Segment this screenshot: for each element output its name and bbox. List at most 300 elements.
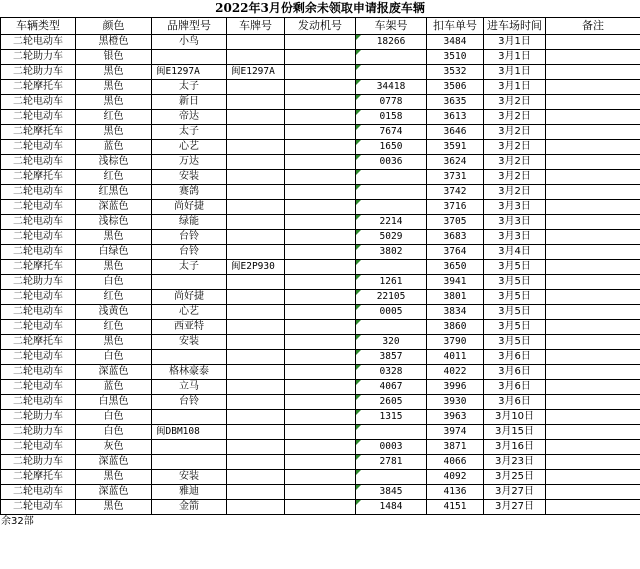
cell-frame-no[interactable]: 3802 — [356, 245, 427, 260]
cell-brand-model[interactable]: 心艺 — [152, 305, 227, 320]
header-vehicle-type[interactable]: 车辆类型 — [1, 18, 76, 35]
cell-brand-model[interactable]: 新日 — [152, 95, 227, 110]
cell-detain-no[interactable]: 4136 — [427, 485, 484, 500]
cell-entry-date[interactable]: 3月2日 — [484, 140, 546, 155]
cell-frame-no[interactable]: 320 — [356, 335, 427, 350]
cell-color[interactable]: 黑橙色 — [76, 35, 152, 50]
cell-entry-date[interactable]: 3月2日 — [484, 110, 546, 125]
cell-entry-date[interactable]: 3月25日 — [484, 470, 546, 485]
cell-color[interactable]: 白色 — [76, 350, 152, 365]
header-remarks[interactable]: 备注 — [546, 18, 640, 35]
cell-engine-no[interactable] — [285, 155, 356, 170]
cell-engine-no[interactable] — [285, 365, 356, 380]
cell-plate[interactable] — [227, 350, 285, 365]
cell-color[interactable]: 浅棕色 — [76, 215, 152, 230]
cell-brand-model[interactable]: 闽E1297A — [152, 65, 227, 80]
cell-detain-no[interactable]: 3764 — [427, 245, 484, 260]
cell-color[interactable]: 灰色 — [76, 440, 152, 455]
cell-detain-no[interactable]: 3742 — [427, 185, 484, 200]
cell-engine-no[interactable] — [285, 110, 356, 125]
cell-color[interactable]: 白色 — [76, 410, 152, 425]
cell-entry-date[interactable]: 3月1日 — [484, 50, 546, 65]
cell-plate[interactable]: 闽E1297A — [227, 65, 285, 80]
cell-detain-no[interactable]: 3635 — [427, 95, 484, 110]
cell-detain-no[interactable]: 3683 — [427, 230, 484, 245]
cell-brand-model[interactable]: 帝达 — [152, 110, 227, 125]
cell-engine-no[interactable] — [285, 350, 356, 365]
cell-remarks[interactable] — [546, 500, 640, 515]
cell-vehicle-type[interactable]: 二轮电动车 — [1, 350, 76, 365]
cell-detain-no[interactable]: 4022 — [427, 365, 484, 380]
cell-plate[interactable] — [227, 200, 285, 215]
cell-vehicle-type[interactable]: 二轮电动车 — [1, 245, 76, 260]
cell-vehicle-type[interactable]: 二轮摩托车 — [1, 170, 76, 185]
header-frame-no[interactable]: 车架号 — [356, 18, 427, 35]
cell-detain-no[interactable]: 3871 — [427, 440, 484, 455]
cell-color[interactable]: 黑色 — [76, 80, 152, 95]
cell-brand-model[interactable]: 太子 — [152, 125, 227, 140]
cell-plate[interactable] — [227, 35, 285, 50]
cell-plate[interactable] — [227, 95, 285, 110]
cell-vehicle-type[interactable]: 二轮助力车 — [1, 65, 76, 80]
cell-frame-no[interactable] — [356, 260, 427, 275]
cell-remarks[interactable] — [546, 35, 640, 50]
cell-entry-date[interactable]: 3月5日 — [484, 290, 546, 305]
cell-color[interactable]: 红色 — [76, 320, 152, 335]
cell-plate[interactable] — [227, 305, 285, 320]
cell-vehicle-type[interactable]: 二轮电动车 — [1, 35, 76, 50]
cell-color[interactable]: 银色 — [76, 50, 152, 65]
cell-engine-no[interactable] — [285, 440, 356, 455]
cell-engine-no[interactable] — [285, 500, 356, 515]
cell-frame-no[interactable]: 1484 — [356, 500, 427, 515]
cell-plate[interactable] — [227, 50, 285, 65]
cell-detain-no[interactable]: 3996 — [427, 380, 484, 395]
cell-color[interactable]: 黑色 — [76, 500, 152, 515]
cell-detain-no[interactable]: 3963 — [427, 410, 484, 425]
cell-vehicle-type[interactable]: 二轮电动车 — [1, 320, 76, 335]
cell-plate[interactable] — [227, 275, 285, 290]
cell-brand-model[interactable]: 台铃 — [152, 245, 227, 260]
cell-plate[interactable] — [227, 230, 285, 245]
cell-frame-no[interactable]: 0778 — [356, 95, 427, 110]
cell-vehicle-type[interactable]: 二轮电动车 — [1, 200, 76, 215]
cell-entry-date[interactable]: 3月15日 — [484, 425, 546, 440]
cell-engine-no[interactable] — [285, 200, 356, 215]
cell-vehicle-type[interactable]: 二轮电动车 — [1, 230, 76, 245]
cell-color[interactable]: 红色 — [76, 110, 152, 125]
cell-color[interactable]: 深蓝色 — [76, 455, 152, 470]
header-brand-model[interactable]: 品牌型号 — [152, 18, 227, 35]
cell-detain-no[interactable]: 3790 — [427, 335, 484, 350]
cell-engine-no[interactable] — [285, 290, 356, 305]
cell-vehicle-type[interactable]: 二轮助力车 — [1, 410, 76, 425]
cell-color[interactable]: 红黑色 — [76, 185, 152, 200]
cell-detain-no[interactable]: 3834 — [427, 305, 484, 320]
cell-entry-date[interactable]: 3月10日 — [484, 410, 546, 425]
cell-remarks[interactable] — [546, 485, 640, 500]
cell-vehicle-type[interactable]: 二轮电动车 — [1, 155, 76, 170]
cell-remarks[interactable] — [546, 365, 640, 380]
cell-engine-no[interactable] — [285, 380, 356, 395]
cell-entry-date[interactable]: 3月2日 — [484, 170, 546, 185]
cell-plate[interactable] — [227, 425, 285, 440]
cell-remarks[interactable] — [546, 65, 640, 80]
cell-brand-model[interactable]: 小鸟 — [152, 35, 227, 50]
cell-vehicle-type[interactable]: 二轮摩托车 — [1, 335, 76, 350]
cell-frame-no[interactable] — [356, 65, 427, 80]
cell-brand-model[interactable]: 尚好捷 — [152, 200, 227, 215]
cell-entry-date[interactable]: 3月16日 — [484, 440, 546, 455]
cell-remarks[interactable] — [546, 425, 640, 440]
cell-frame-no[interactable]: 4067 — [356, 380, 427, 395]
cell-remarks[interactable] — [546, 410, 640, 425]
cell-frame-no[interactable]: 2214 — [356, 215, 427, 230]
cell-plate[interactable] — [227, 110, 285, 125]
header-plate[interactable]: 车牌号 — [227, 18, 285, 35]
cell-frame-no[interactable]: 2605 — [356, 395, 427, 410]
cell-color[interactable]: 白色 — [76, 425, 152, 440]
header-engine-no[interactable]: 发动机号 — [285, 18, 356, 35]
cell-frame-no[interactable]: 3857 — [356, 350, 427, 365]
cell-entry-date[interactable]: 3月6日 — [484, 350, 546, 365]
cell-remarks[interactable] — [546, 125, 640, 140]
cell-color[interactable]: 红色 — [76, 170, 152, 185]
cell-plate[interactable] — [227, 500, 285, 515]
header-color[interactable]: 颜色 — [76, 18, 152, 35]
cell-detain-no[interactable]: 3716 — [427, 200, 484, 215]
cell-color[interactable]: 深蓝色 — [76, 200, 152, 215]
cell-remarks[interactable] — [546, 185, 640, 200]
cell-detain-no[interactable]: 3624 — [427, 155, 484, 170]
cell-color[interactable]: 红色 — [76, 290, 152, 305]
cell-brand-model[interactable]: 万达 — [152, 155, 227, 170]
cell-detain-no[interactable]: 3646 — [427, 125, 484, 140]
cell-frame-no[interactable]: 22105 — [356, 290, 427, 305]
cell-plate[interactable] — [227, 380, 285, 395]
cell-remarks[interactable] — [546, 155, 640, 170]
cell-plate[interactable] — [227, 485, 285, 500]
cell-color[interactable]: 白色 — [76, 275, 152, 290]
cell-brand-model[interactable]: 格林豪泰 — [152, 365, 227, 380]
cell-entry-date[interactable]: 3月5日 — [484, 335, 546, 350]
cell-frame-no[interactable]: 3845 — [356, 485, 427, 500]
cell-frame-no[interactable]: 5029 — [356, 230, 427, 245]
cell-color[interactable]: 蓝色 — [76, 380, 152, 395]
cell-remarks[interactable] — [546, 200, 640, 215]
cell-engine-no[interactable] — [285, 185, 356, 200]
cell-entry-date[interactable]: 3月6日 — [484, 395, 546, 410]
cell-vehicle-type[interactable]: 二轮电动车 — [1, 215, 76, 230]
cell-detain-no[interactable]: 3705 — [427, 215, 484, 230]
cell-entry-date[interactable]: 3月1日 — [484, 80, 546, 95]
cell-color[interactable]: 浅棕色 — [76, 155, 152, 170]
cell-remarks[interactable] — [546, 470, 640, 485]
cell-entry-date[interactable]: 3月2日 — [484, 185, 546, 200]
cell-remarks[interactable] — [546, 215, 640, 230]
cell-engine-no[interactable] — [285, 80, 356, 95]
cell-brand-model[interactable] — [152, 440, 227, 455]
cell-remarks[interactable] — [546, 140, 640, 155]
cell-detain-no[interactable]: 4151 — [427, 500, 484, 515]
cell-entry-date[interactable]: 3月2日 — [484, 95, 546, 110]
cell-color[interactable]: 黑色 — [76, 65, 152, 80]
cell-plate[interactable] — [227, 395, 285, 410]
cell-brand-model[interactable] — [152, 455, 227, 470]
cell-remarks[interactable] — [546, 50, 640, 65]
cell-entry-date[interactable]: 3月27日 — [484, 500, 546, 515]
cell-remarks[interactable] — [546, 245, 640, 260]
cell-engine-no[interactable] — [285, 335, 356, 350]
cell-frame-no[interactable]: 0005 — [356, 305, 427, 320]
cell-remarks[interactable] — [546, 335, 640, 350]
cell-vehicle-type[interactable]: 二轮电动车 — [1, 305, 76, 320]
cell-frame-no[interactable]: 0328 — [356, 365, 427, 380]
cell-frame-no[interactable] — [356, 50, 427, 65]
header-detain-no[interactable]: 扣车单号 — [427, 18, 484, 35]
cell-engine-no[interactable] — [285, 95, 356, 110]
cell-detain-no[interactable]: 3510 — [427, 50, 484, 65]
cell-frame-no[interactable]: 7674 — [356, 125, 427, 140]
cell-plate[interactable] — [227, 185, 285, 200]
cell-engine-no[interactable] — [285, 275, 356, 290]
cell-brand-model[interactable]: 安装 — [152, 470, 227, 485]
cell-remarks[interactable] — [546, 260, 640, 275]
cell-frame-no[interactable]: 1650 — [356, 140, 427, 155]
cell-color[interactable]: 黑色 — [76, 230, 152, 245]
cell-plate[interactable] — [227, 155, 285, 170]
cell-plate[interactable] — [227, 170, 285, 185]
cell-plate[interactable] — [227, 320, 285, 335]
cell-detain-no[interactable]: 3650 — [427, 260, 484, 275]
cell-brand-model[interactable]: 安装 — [152, 335, 227, 350]
cell-frame-no[interactable]: 0158 — [356, 110, 427, 125]
cell-color[interactable]: 深蓝色 — [76, 485, 152, 500]
cell-detain-no[interactable]: 3974 — [427, 425, 484, 440]
cell-frame-no[interactable]: 1261 — [356, 275, 427, 290]
cell-entry-date[interactable]: 3月1日 — [484, 65, 546, 80]
cell-brand-model[interactable]: 闽DBM108 — [152, 425, 227, 440]
cell-engine-no[interactable] — [285, 140, 356, 155]
cell-plate[interactable] — [227, 365, 285, 380]
cell-frame-no[interactable] — [356, 320, 427, 335]
cell-brand-model[interactable]: 太子 — [152, 80, 227, 95]
cell-detain-no[interactable]: 3484 — [427, 35, 484, 50]
cell-brand-model[interactable]: 台铃 — [152, 395, 227, 410]
cell-detain-no[interactable]: 3801 — [427, 290, 484, 305]
cell-vehicle-type[interactable]: 二轮摩托车 — [1, 80, 76, 95]
cell-brand-model[interactable]: 安装 — [152, 170, 227, 185]
cell-remarks[interactable] — [546, 320, 640, 335]
cell-vehicle-type[interactable]: 二轮助力车 — [1, 425, 76, 440]
cell-detain-no[interactable]: 3731 — [427, 170, 484, 185]
cell-brand-model[interactable]: 赛鸽 — [152, 185, 227, 200]
cell-engine-no[interactable] — [285, 470, 356, 485]
cell-remarks[interactable] — [546, 110, 640, 125]
cell-brand-model[interactable] — [152, 275, 227, 290]
cell-detain-no[interactable]: 3860 — [427, 320, 484, 335]
cell-plate[interactable] — [227, 80, 285, 95]
cell-entry-date[interactable]: 3月23日 — [484, 455, 546, 470]
cell-brand-model[interactable]: 西亚特 — [152, 320, 227, 335]
cell-vehicle-type[interactable]: 二轮摩托车 — [1, 260, 76, 275]
cell-frame-no[interactable]: 34418 — [356, 80, 427, 95]
cell-vehicle-type[interactable]: 二轮电动车 — [1, 500, 76, 515]
cell-brand-model[interactable]: 雅迪 — [152, 485, 227, 500]
header-entry-date[interactable]: 进车场时间 — [484, 18, 546, 35]
cell-color[interactable]: 浅黄色 — [76, 305, 152, 320]
cell-plate[interactable]: 闽E2P930 — [227, 260, 285, 275]
cell-color[interactable]: 黑色 — [76, 95, 152, 110]
cell-entry-date[interactable]: 3月5日 — [484, 260, 546, 275]
cell-plate[interactable] — [227, 410, 285, 425]
cell-frame-no[interactable]: 1315 — [356, 410, 427, 425]
cell-plate[interactable] — [227, 290, 285, 305]
cell-detain-no[interactable]: 3941 — [427, 275, 484, 290]
cell-plate[interactable] — [227, 455, 285, 470]
cell-entry-date[interactable]: 3月5日 — [484, 320, 546, 335]
cell-color[interactable]: 黑色 — [76, 125, 152, 140]
cell-plate[interactable] — [227, 140, 285, 155]
cell-vehicle-type[interactable]: 二轮电动车 — [1, 110, 76, 125]
cell-vehicle-type[interactable]: 二轮助力车 — [1, 275, 76, 290]
cell-vehicle-type[interactable]: 二轮电动车 — [1, 380, 76, 395]
cell-vehicle-type[interactable]: 二轮电动车 — [1, 440, 76, 455]
cell-frame-no[interactable]: 2781 — [356, 455, 427, 470]
cell-engine-no[interactable] — [285, 320, 356, 335]
cell-engine-no[interactable] — [285, 65, 356, 80]
cell-vehicle-type[interactable]: 二轮电动车 — [1, 185, 76, 200]
cell-entry-date[interactable]: 3月6日 — [484, 365, 546, 380]
cell-brand-model[interactable]: 台铃 — [152, 230, 227, 245]
cell-detain-no[interactable]: 3613 — [427, 110, 484, 125]
cell-plate[interactable] — [227, 245, 285, 260]
cell-frame-no[interactable] — [356, 200, 427, 215]
cell-frame-no[interactable] — [356, 170, 427, 185]
cell-frame-no[interactable]: 0036 — [356, 155, 427, 170]
cell-vehicle-type[interactable]: 二轮助力车 — [1, 455, 76, 470]
cell-engine-no[interactable] — [285, 410, 356, 425]
cell-detain-no[interactable]: 3506 — [427, 80, 484, 95]
cell-vehicle-type[interactable]: 二轮电动车 — [1, 485, 76, 500]
cell-engine-no[interactable] — [285, 485, 356, 500]
cell-brand-model[interactable]: 绿能 — [152, 215, 227, 230]
cell-detain-no[interactable]: 4092 — [427, 470, 484, 485]
cell-plate[interactable] — [227, 335, 285, 350]
cell-detain-no[interactable]: 4011 — [427, 350, 484, 365]
cell-plate[interactable] — [227, 125, 285, 140]
cell-color[interactable]: 白绿色 — [76, 245, 152, 260]
cell-detain-no[interactable]: 3591 — [427, 140, 484, 155]
cell-entry-date[interactable]: 3月3日 — [484, 230, 546, 245]
cell-engine-no[interactable] — [285, 230, 356, 245]
cell-engine-no[interactable] — [285, 245, 356, 260]
cell-engine-no[interactable] — [285, 50, 356, 65]
cell-color[interactable]: 黑色 — [76, 260, 152, 275]
cell-entry-date[interactable]: 3月1日 — [484, 35, 546, 50]
cell-vehicle-type[interactable]: 二轮摩托车 — [1, 470, 76, 485]
cell-vehicle-type[interactable]: 二轮电动车 — [1, 365, 76, 380]
cell-detain-no[interactable]: 3532 — [427, 65, 484, 80]
cell-frame-no[interactable] — [356, 470, 427, 485]
cell-entry-date[interactable]: 3月5日 — [484, 305, 546, 320]
cell-engine-no[interactable] — [285, 455, 356, 470]
cell-detain-no[interactable]: 3930 — [427, 395, 484, 410]
cell-vehicle-type[interactable]: 二轮电动车 — [1, 395, 76, 410]
cell-remarks[interactable] — [546, 290, 640, 305]
cell-brand-model[interactable]: 立马 — [152, 380, 227, 395]
cell-remarks[interactable] — [546, 170, 640, 185]
cell-engine-no[interactable] — [285, 395, 356, 410]
cell-vehicle-type[interactable]: 二轮助力车 — [1, 50, 76, 65]
cell-detain-no[interactable]: 4066 — [427, 455, 484, 470]
cell-color[interactable]: 黑色 — [76, 470, 152, 485]
cell-entry-date[interactable]: 3月6日 — [484, 380, 546, 395]
cell-color[interactable]: 黑色 — [76, 335, 152, 350]
cell-brand-model[interactable]: 尚好捷 — [152, 290, 227, 305]
cell-entry-date[interactable]: 3月4日 — [484, 245, 546, 260]
cell-engine-no[interactable] — [285, 125, 356, 140]
cell-entry-date[interactable]: 3月5日 — [484, 275, 546, 290]
cell-entry-date[interactable]: 3月2日 — [484, 125, 546, 140]
cell-brand-model[interactable]: 心艺 — [152, 140, 227, 155]
cell-frame-no[interactable]: 0003 — [356, 440, 427, 455]
cell-brand-model[interactable]: 太子 — [152, 260, 227, 275]
cell-color[interactable]: 深蓝色 — [76, 365, 152, 380]
cell-remarks[interactable] — [546, 455, 640, 470]
cell-frame-no[interactable] — [356, 185, 427, 200]
cell-remarks[interactable] — [546, 305, 640, 320]
cell-brand-model[interactable] — [152, 410, 227, 425]
cell-vehicle-type[interactable]: 二轮电动车 — [1, 290, 76, 305]
cell-remarks[interactable] — [546, 380, 640, 395]
table-row — [1, 140, 640, 155]
cell-remarks[interactable] — [546, 440, 640, 455]
cell-entry-date[interactable]: 3月3日 — [484, 200, 546, 215]
cell-engine-no[interactable] — [285, 425, 356, 440]
cell-color[interactable]: 白黑色 — [76, 395, 152, 410]
cell-engine-no[interactable] — [285, 35, 356, 50]
cell-brand-model[interactable] — [152, 350, 227, 365]
cell-remarks[interactable] — [546, 275, 640, 290]
cell-frame-no[interactable] — [356, 425, 427, 440]
cell-plate[interactable] — [227, 470, 285, 485]
cell-plate[interactable] — [227, 215, 285, 230]
cell-remarks[interactable] — [546, 395, 640, 410]
cell-color[interactable]: 蓝色 — [76, 140, 152, 155]
cell-remarks[interactable] — [546, 230, 640, 245]
cell-remarks[interactable] — [546, 95, 640, 110]
cell-entry-date[interactable]: 3月2日 — [484, 155, 546, 170]
cell-entry-date[interactable]: 3月3日 — [484, 215, 546, 230]
cell-remarks[interactable] — [546, 350, 640, 365]
table-row — [1, 245, 640, 260]
cell-vehicle-type[interactable]: 二轮摩托车 — [1, 125, 76, 140]
cell-engine-no[interactable] — [285, 260, 356, 275]
cell-brand-model[interactable] — [152, 50, 227, 65]
cell-frame-no[interactable]: 18266 — [356, 35, 427, 50]
cell-engine-no[interactable] — [285, 305, 356, 320]
cell-remarks[interactable] — [546, 80, 640, 95]
cell-vehicle-type[interactable]: 二轮电动车 — [1, 95, 76, 110]
cell-plate[interactable] — [227, 440, 285, 455]
cell-brand-model[interactable]: 金箭 — [152, 500, 227, 515]
table-row — [1, 350, 640, 365]
cell-vehicle-type[interactable]: 二轮电动车 — [1, 140, 76, 155]
cell-engine-no[interactable] — [285, 170, 356, 185]
cell-engine-no[interactable] — [285, 215, 356, 230]
cell-entry-date[interactable]: 3月27日 — [484, 485, 546, 500]
